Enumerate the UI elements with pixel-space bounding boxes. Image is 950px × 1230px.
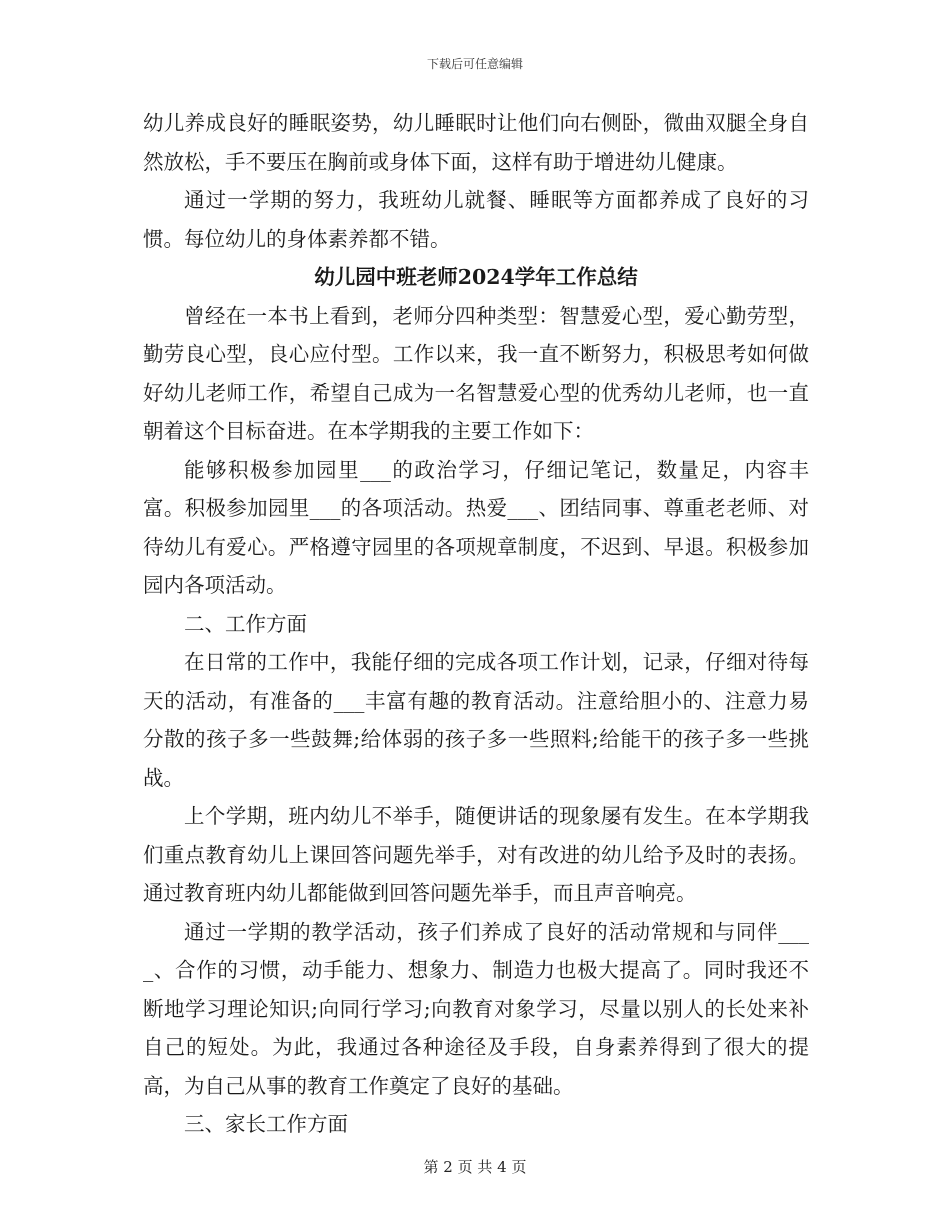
header-note: 下载后可任意编辑 (426, 57, 523, 71)
page-number: 第 2 页 共 4 页 (423, 1158, 527, 1176)
paragraph-political-study: 能够积极参加园里___的政治学习，仔细记笔记，数量足，内容丰富。积极参加园里___的各项活动。热爱___、团结同事、尊重老老师、对待幼儿有爱心。严格遵守园里的各项规章制度，不迟到、早退。积极参加园内各项活动。 (143, 457, 809, 597)
document-title: 幼儿园中班老师2024学年工作总结 (314, 265, 638, 289)
paragraph-teacher-types: 曾经在一本书上看到，老师分四种类型：智慧爱心型，爱心勤劳型，勤劳良心型，良心应付型。工作以来，我一直不断努力，积极思考如何做好幼儿老师工作，希望自己成为一名智慧爱心型的优秀幼儿老师，也一直朝着这个目标奋进。在本学期我的主要工作如下： (143, 303, 809, 443)
paragraph-teaching-activities: 通过一学期的教学活动，孩子们养成了良好的活动常规和与同伴____、合作的习惯，动手能力、想象力、制造力也极大提高了。同时我还不断地学习理论知识;向同行学习;向教育对象学习，尽量以别人的长处来补自己的短处。为此，我通过各种途径及手段，自身素养得到了很大的提高，为自己从事的教育工作奠定了良好的基础。 (143, 919, 809, 1098)
heading-work-aspect: 二、工作方面 (184, 611, 307, 636)
paragraph-habits: 通过一学期的努力，我班幼儿就餐、睡眠等方面都养成了良好的习惯。每位幼儿的身体素养都不错。 (143, 188, 809, 251)
paragraph-raise-hands: 上个学期，班内幼儿不举手，随便讲话的现象屡有发生。在本学期我们重点教育幼儿上课回答问题先举手，对有改进的幼儿给予及时的表扬。通过教育班内幼儿都能做到回答问题先举手，而且声音响亮。 (143, 804, 809, 905)
heading-parent-work: 三、家长工作方面 (184, 1112, 348, 1136)
paragraph-daily-work: 在日常的工作中，我能仔细的完成各项工作计划，记录，仔细对待每天的活动，有准备的___丰富有趣的教育活动。注意给胆小的、注意力易分散的孩子多一些鼓舞;给体弱的孩子多一些照料;给能干的孩子多一些挑战。 (143, 650, 809, 790)
document-body (143, 104, 809, 1144)
paragraph-sleep-posture: 幼儿养成良好的睡眠姿势，幼儿睡眠时让他们向右侧卧，微曲双腿全身自然放松，手不要压在胸前或身体下面，这样有助于增进幼儿健康。 (143, 111, 809, 174)
